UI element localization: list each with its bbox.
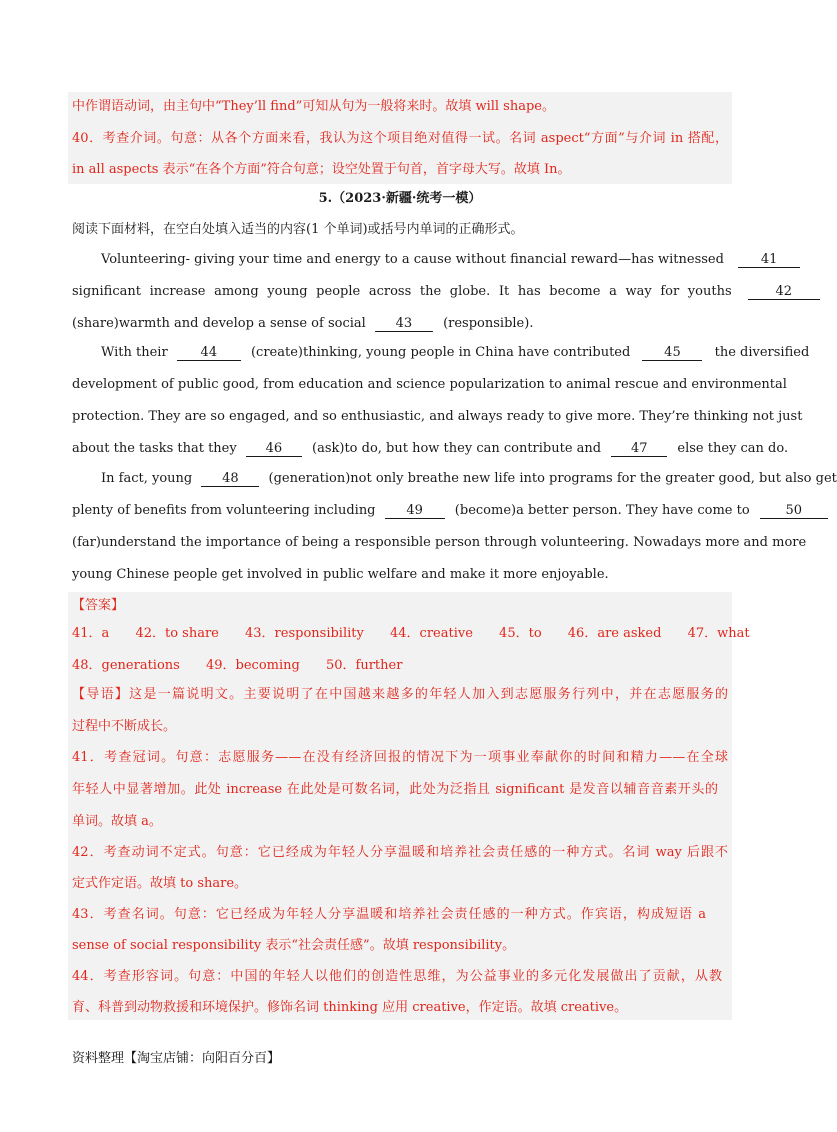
passage-p1-line3: [72, 315, 533, 333]
passage-text: In fact, young: [101, 471, 193, 486]
answer-header: 【答案】: [72, 598, 125, 613]
answer-item: 48．generations: [72, 658, 180, 673]
passage-p2-line3: protection. They are so engaged, and so enthusiastic, and always ready to give more. They’re thinking not just: [72, 409, 803, 424]
passage-text: (generation)not only breathe new life into programs for the greater good, but also get: [268, 471, 837, 486]
passage-p2-line4: [72, 440, 788, 458]
q40-analysis-line1: 40．考查介词。句意：从各个方面来看，我认为这个项目绝对值得一试。名词 aspect“方面”与介词 in 搭配，: [72, 131, 728, 146]
passage-p2-line1: [101, 344, 809, 362]
blank-number: 45: [664, 345, 681, 360]
q41-explanation-line2: 年轻人中显著增加。此处 increase 在此处是可数名词，此处为泛指且 significant 是发音以辅音音素开头的: [72, 782, 718, 797]
q40-analysis-line2: in all aspects 表示“在各个方面”符合句意；设空处置于句首，首字母大写。故填 In。: [72, 162, 571, 177]
passage-text: (responsible).: [443, 316, 534, 331]
answer-item: 44．creative: [390, 626, 473, 641]
answer-item: 50．further: [325, 658, 403, 673]
blank-41[interactable]: [738, 252, 800, 268]
passage-text: (create)thinking, young people in China have contributed: [250, 345, 631, 360]
q43-explanation-line1: 43．考查名词。句意：它已经成为年轻人分享温暖和培养社会责任感的一种方式。作宾语，构成短语 a: [72, 907, 706, 922]
answer-item: 49．becoming: [205, 658, 300, 673]
blank-47[interactable]: [611, 441, 667, 457]
q41-explanation-line1: 41．考查冠词。句意：志愿服务——在没有经济回报的情况下为一项事业奉献你的时间和精力——在全球: [72, 750, 728, 765]
q42-explanation-line2: 定式作定语。故填 to share。: [72, 876, 248, 891]
passage-text: plenty of benefits from volunteering including: [72, 503, 376, 518]
passage-text: the diversified: [714, 345, 810, 360]
q44-explanation-line2: 育、科普到动物救援和环境保护。修饰名词 thinking 应用 creative，作定语。故填 creative。: [72, 1000, 628, 1015]
blank-43[interactable]: [375, 316, 433, 332]
blank-number: 48: [222, 471, 239, 486]
answer-item: 42．to share: [135, 626, 219, 641]
q44-explanation-line1: 44．考查形容词。句意：中国的年轻人以他们的创造性思维，为公益事业的多元化发展做出了贡献，从教: [72, 969, 722, 984]
instructions: 阅读下面材料，在空白处填入适当的内容(1 个单词)或括号内单词的正确形式。: [72, 222, 524, 237]
footer-source: 资料整理【淘宝店铺：向阳百分百】: [72, 1051, 281, 1066]
blank-number: 50: [785, 503, 803, 518]
answer-item: 46．are asked: [567, 626, 662, 641]
blank-number: 47: [630, 441, 648, 456]
blank-50[interactable]: [760, 503, 828, 519]
blank-42[interactable]: [748, 284, 820, 300]
blank-number: 43: [395, 316, 413, 331]
q41-explanation-line3: 单词。故填 a。: [72, 814, 162, 829]
passage-text: Volunteering- giving your time and energy to a cause without financial reward—has witnessed: [101, 252, 724, 267]
passage-p3-line4: young Chinese people get involved in public welfare and make it more enjoyable.: [72, 567, 609, 582]
passage-p2-line2: development of public good, from education and science popularization to animal rescue and environmental: [72, 377, 787, 392]
q43-explanation-line2: sense of social responsibility 表示“社会责任感”。故填 responsibility。: [72, 938, 516, 953]
passage-text: With their: [101, 345, 168, 360]
passage-text: else they can do.: [677, 441, 789, 456]
blank-45[interactable]: [642, 345, 702, 361]
passage-p3-line2: [72, 502, 828, 520]
blank-44[interactable]: [177, 345, 241, 361]
blank-46[interactable]: [246, 441, 302, 457]
blank-number: 42: [775, 284, 793, 299]
blank-number: 46: [265, 441, 283, 456]
passage-p3-line3: (far)understand the importance of being a responsible person through volunteering. Nowadays more and more: [72, 535, 807, 550]
answers-row-2: [72, 657, 402, 675]
passage-text: (become)a better person. They have come to: [454, 503, 750, 518]
passage-p3-line1: [101, 470, 837, 488]
blank-48[interactable]: [201, 471, 259, 487]
passage-p1-line2: [72, 283, 820, 301]
blank-49[interactable]: [385, 503, 445, 519]
analysis-carryover-line: 中作谓语动词，由主句中“They’ll find”可知从句为一般将来时。故填 will shape。: [72, 99, 555, 114]
blank-number: 49: [406, 503, 423, 518]
blank-number: 41: [760, 252, 778, 267]
passage-p1-line1: [101, 251, 800, 269]
passage-text: (share)warmth and develop a sense of social: [72, 316, 366, 331]
q42-explanation-line1: 42．考查动词不定式。句意：它已经成为年轻人分享温暖和培养社会责任感的一种方式。名词 way 后跟不: [72, 845, 728, 860]
guide-line1: 【导语】这是一篇说明文。主要说明了在中国越来越多的年轻人加入到志愿服务行列中，并在志愿服务的: [72, 687, 728, 702]
answer-item: 41．a: [72, 626, 110, 641]
blank-number: 44: [200, 345, 218, 360]
passage-text: significant increase among young people across the globe. It has become a way for youths: [72, 284, 732, 299]
answer-item: 47．what: [687, 626, 750, 641]
answers-row-1: [72, 625, 750, 643]
passage-text: about the tasks that they: [72, 441, 237, 456]
answer-item: 43．responsibility: [245, 626, 364, 641]
answer-item: 45．to: [499, 626, 542, 641]
section-title: 5.（2023·新疆·统考一模）: [318, 191, 482, 206]
guide-line2: 过程中不断成长。: [72, 719, 177, 734]
passage-text: (ask)to do, but how they can contribute and: [312, 441, 602, 456]
